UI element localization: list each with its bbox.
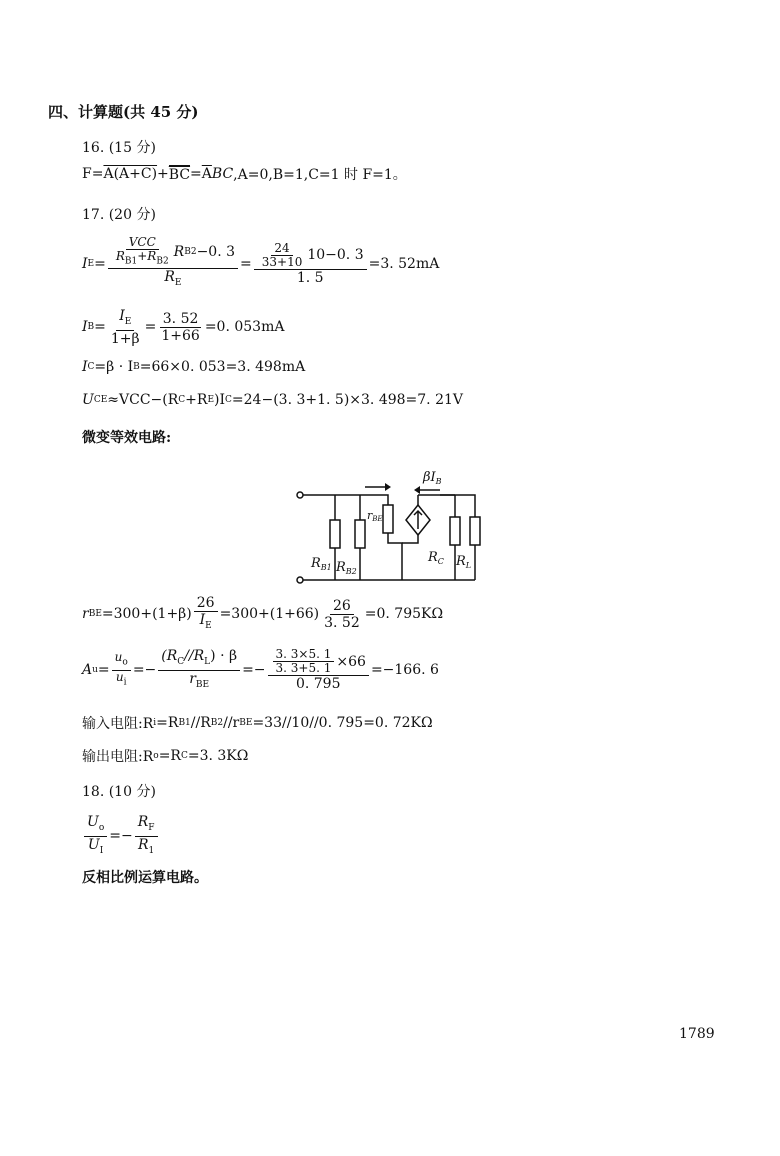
rout-result: =3. 3KΩ [187, 748, 249, 764]
ic-label-sub: C [87, 362, 95, 372]
ie-vcc-fraction [113, 236, 172, 268]
rbe-eq-result: =0. 795KΩ [364, 606, 444, 623]
rc-sub: C [437, 557, 444, 566]
au-uo: u [114, 650, 123, 665]
ie-rb1-r: R [115, 249, 125, 263]
ie-rb2-mul: R [173, 244, 185, 261]
au-den-sub: BE [195, 679, 210, 690]
q18-ui-sub: I [99, 845, 104, 856]
au-num-l: L [204, 656, 211, 667]
ib-label-sub: B [87, 322, 95, 333]
au-num-mid: //R [184, 648, 205, 664]
rb1-resistor [330, 520, 340, 548]
rout-o-sub: o [153, 751, 159, 761]
rb2-label: R [336, 560, 346, 575]
ib-num-a: I [119, 308, 125, 324]
rb2-resistor [355, 520, 365, 548]
q18-conclusion: 反相比例运算电路。 [82, 870, 208, 886]
ie-24-fraction [259, 242, 306, 269]
au-eq-minus: =− [132, 662, 157, 679]
ic-formula [82, 359, 305, 375]
rin-line: 输入电阻:R [82, 716, 154, 732]
q16-expr-bc2: BC [211, 166, 234, 182]
rin-mid2: //r [223, 715, 240, 731]
au-label: A [82, 662, 93, 679]
ib-num-b: 3. 52 [160, 311, 202, 328]
ib-num-a-sub: E [124, 316, 132, 327]
ic-rest: =β · I [94, 359, 134, 375]
ie-plus-r: +R [137, 249, 157, 263]
rbe-resistor [383, 505, 393, 533]
svg-text:RC [427, 550, 444, 566]
rbe-fraction-1 [194, 595, 218, 634]
rin-mid: //R [190, 715, 211, 731]
rbe-eq-sub: BE [88, 609, 102, 620]
svg-text:RB2 [335, 560, 357, 576]
uce-ic-sub: C [225, 395, 232, 405]
rout-line: 输出电阻:R [82, 749, 154, 765]
ie-result: =3. 52mA [368, 255, 440, 272]
rbe-eq-label: r [82, 606, 89, 623]
rbe-label: r [367, 509, 373, 522]
ie-formula: I E = $\frac{\text{VCC}}{R_{B1}+R_{B2}}$ R B2 −0. 3 $R_E$ = $\frac{24}{33+10}$ 10−0. 3 1. 5 =3. 52mA [82, 236, 439, 291]
au-uo-sub: o [122, 657, 128, 668]
uce-re-sub: E [207, 395, 215, 405]
rin-eq: =R [156, 715, 179, 731]
uce-rest2: +R [185, 392, 208, 408]
q16-expr-eq: = [190, 166, 202, 182]
q18-r1-sub: 1 [148, 845, 155, 856]
au-nested-den: 3. 3+5. 1 [275, 661, 332, 676]
rb1-sub: B1 [320, 563, 332, 572]
rbe-den1: I [199, 612, 206, 628]
rout-c-sub: C [180, 751, 188, 761]
rbe-num1: 26 [194, 595, 218, 612]
au-num: (R [161, 648, 178, 664]
ie-re: R [164, 269, 175, 286]
au-nested-fraction [273, 648, 335, 675]
svg-text:βIB [422, 470, 442, 486]
ie-15: 1. 5 [296, 269, 324, 286]
equivalent-circuit-diagram [290, 465, 490, 590]
input-resistance-line [82, 713, 433, 733]
uce-rest3: )I [214, 392, 226, 408]
rc-resistor [450, 517, 460, 545]
q16-expr-a-paren: A(A+C) [103, 166, 158, 182]
au-uo-ui-fraction [112, 651, 131, 689]
ib-label: I [82, 319, 88, 336]
circuit-title: 微变等效电路: [82, 430, 172, 446]
ie-fraction-symbolic [108, 236, 238, 291]
svg-text:rBE [367, 509, 383, 523]
page-number: 1789 [679, 1026, 715, 1042]
q18-uo-ui-fraction [84, 814, 107, 859]
q18-rf-r1-fraction [135, 814, 158, 859]
au-num-end: ) · β [210, 648, 238, 664]
q18-uo: U [87, 814, 99, 830]
rl-label: R [456, 554, 466, 569]
q17-heading: 17. (20 分) [82, 207, 156, 223]
rbe-eq-part1: =300+(1+β) [101, 606, 192, 623]
uce-rc-sub: C [178, 395, 186, 405]
q18-uo-sub: o [98, 822, 105, 833]
au-result: =−166. 6 [370, 662, 439, 679]
rl-sub: L [465, 561, 472, 570]
q16-expr-bc: $\overline{BC}$ [168, 167, 191, 183]
ie-vcc: VCC [126, 236, 159, 250]
au-sub: u [92, 665, 98, 676]
uce-formula [82, 392, 463, 408]
q16-expr-plus: + [157, 166, 169, 182]
au-nested-num: 3. 3×5. 1 [273, 648, 335, 662]
rbe-fraction-2 [321, 598, 363, 631]
au-num-c: C [177, 656, 185, 667]
au-formula: A u = $\frac{u_o}{u_i}$ =− $\frac{(R_C//R_L) \cdot \beta}{r_{BE}}$ =− $\frac{3. 3\times 5. 1}{3. 3+5. 1}$ ×66 0. 795 =−166. 6 [82, 647, 439, 693]
au-times66: ×66 [336, 653, 366, 670]
svg-text:RL [455, 554, 471, 570]
rc-label: R [428, 550, 438, 565]
rbe-formula [82, 595, 443, 634]
uce-label: U [82, 392, 94, 408]
top-wire-right [440, 495, 475, 517]
rbe-den2: 3. 52 [324, 614, 360, 631]
rbe-den1-sub: E [205, 620, 212, 631]
ie-minus: −0. 3 [196, 244, 236, 261]
q16-expression [82, 164, 407, 184]
ib-formula: I B = $\frac{I_E}{1+\beta}$ = $\frac{3. 52}{1+66}$ =0. 053mA [82, 308, 285, 347]
uce-rest1: ≈VCC−(R [107, 392, 179, 408]
q18-r1: R [137, 836, 149, 853]
beta-ib-sub: B [435, 477, 442, 486]
au-numeric-fraction [268, 648, 369, 692]
source-wire-bottom [402, 535, 418, 543]
ib-fraction-symbolic [108, 308, 143, 347]
ie-33-10: 33+10 [261, 254, 303, 269]
rin-result: =33//10//0. 795=0. 72KΩ [252, 715, 433, 731]
q16-expr-prefix: F= [82, 166, 104, 182]
q18-heading: 18. (10 分) [82, 784, 156, 800]
q16-expr-a: $\overline{A}$ [201, 166, 212, 182]
q18-ui: U [87, 836, 100, 853]
ie-rb1-sub: B1 [124, 256, 138, 267]
section-title: 四、计算题(共 45 分) [48, 103, 199, 121]
ie-fraction-numeric [254, 242, 367, 286]
rin-i-sub: i [153, 718, 157, 728]
q16-expr-tail: ,A=0,B=1,C=1 时 F=1。 [233, 167, 407, 183]
ic-ib-sub: B [133, 362, 140, 372]
au-den2: 0. 795 [295, 676, 341, 693]
input-terminal-bottom [297, 577, 303, 583]
ib-den-a: 1+β [110, 330, 140, 347]
input-terminal-top [297, 492, 303, 498]
q18-rf: R [137, 814, 149, 830]
q18-rf-sub: F [148, 822, 155, 833]
au-ui-sub: i [123, 677, 127, 688]
rin-b1-sub: B1 [178, 718, 191, 728]
beta-ib-label: βI [423, 470, 436, 485]
top-wire-left [303, 495, 388, 505]
rbe-eq-part2: =300+(1+66) [219, 606, 320, 623]
beta-arrow-head [414, 486, 420, 494]
ic-result: =66×0. 053=3. 498mA [139, 359, 306, 375]
ie-rb2-mul-sub: B2 [184, 247, 197, 258]
ie-24: 24 [271, 242, 292, 256]
rbe-sub: BE [372, 515, 383, 523]
ib-den-b: 1+66 [161, 327, 200, 344]
ib-arrow-head [385, 483, 391, 491]
q16-heading: 16. (15 分) [82, 140, 156, 156]
ib-result: =0. 053mA [204, 319, 285, 336]
rout-eq: =R [158, 748, 181, 764]
au-ui: u [115, 669, 124, 684]
ie-label-sub: E [87, 258, 95, 269]
rbe-num2: 26 [330, 598, 354, 615]
ie-re-sub: E [174, 278, 182, 289]
ic-label: I [82, 359, 88, 375]
uce-label-sub: CE [93, 395, 108, 405]
q18-eq: =− [109, 828, 133, 845]
uce-result: =24−(3. 3+1. 5)×3. 498=7. 21V [231, 392, 464, 408]
ie-10-minus: 10−0. 3 [307, 247, 364, 264]
rb2-sub: B2 [345, 567, 357, 576]
output-resistance-line [82, 746, 248, 766]
rl-resistor [470, 517, 480, 545]
q18-formula [82, 814, 160, 859]
svg-text:RB1 [310, 556, 332, 572]
rin-b2-sub: B2 [210, 718, 224, 728]
au-symbolic-fraction [158, 648, 240, 693]
ib-fraction-numeric [158, 311, 202, 344]
rin-be-sub: BE [239, 718, 253, 728]
au-den: r [189, 670, 196, 687]
ie-label: I [82, 255, 88, 272]
rb1-label: R [311, 556, 321, 571]
ie-rb2-sub: B2 [156, 256, 169, 267]
rbe-wire-bottom [388, 533, 402, 580]
